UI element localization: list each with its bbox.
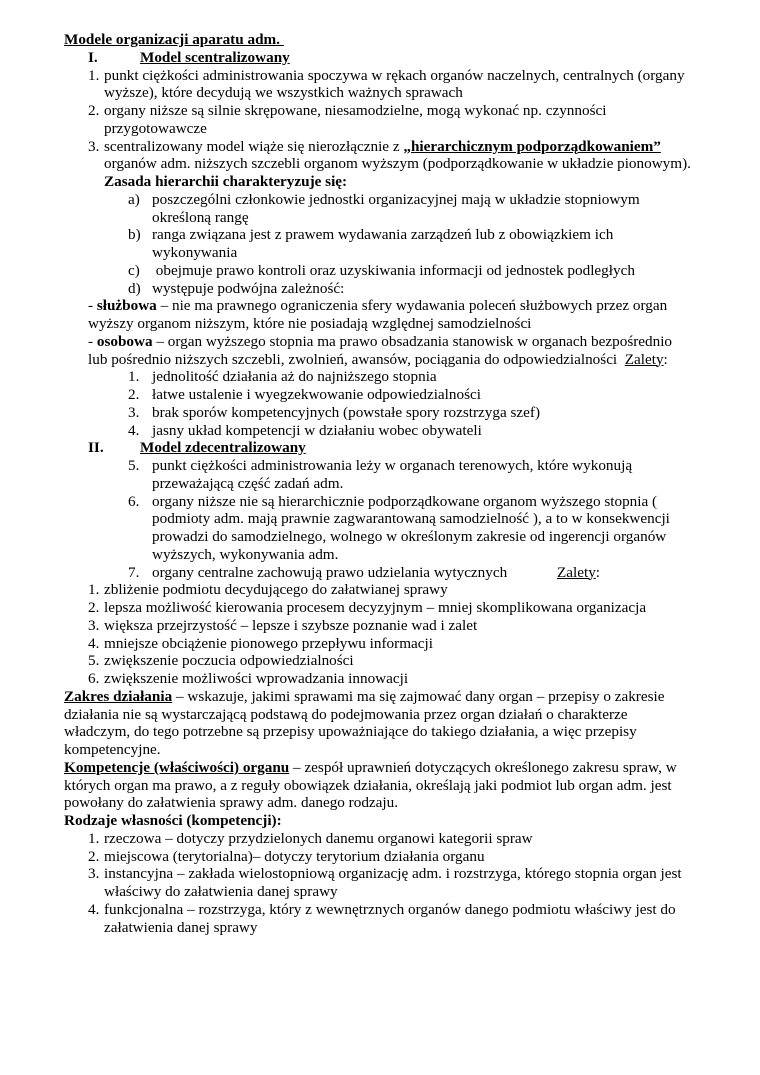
text-run: zwiększenie możliwości wprowadzania innowacji: [104, 670, 409, 687]
text-run: łatwe ustalenie i wyegzekwowanie odpowiedzialności: [152, 386, 481, 403]
document-title: [64, 31, 694, 49]
text-run: punkt ciężkości administrowania leży w organach terenowych, które wykonują przeważającą część zadań adm.: [152, 457, 636, 492]
text-run: większa przejrzystość – lepsze i szybsze poznanie wad i zalet: [104, 616, 478, 634]
document-body: [64, 31, 694, 936]
text-run: osobowa: [96, 332, 153, 350]
list-item: [64, 422, 694, 440]
list-item: [64, 67, 694, 103]
section-heading: [64, 439, 694, 457]
text-run: Zalety: [624, 350, 664, 368]
list-marker: 6.: [88, 670, 100, 687]
text-run: Modele organizacji aparatu adm.: [64, 31, 284, 48]
text-run: instancyjna – zakłada wielostopniową organizację adm. i rozstrzyga, którego stopnia organ jest właściwy do załatwienia danej sprawy: [104, 865, 686, 900]
list-marker: 2.: [88, 599, 100, 616]
list-marker: 3.: [88, 865, 100, 883]
paragraph: [64, 333, 694, 369]
list-marker: 1.: [88, 66, 100, 84]
list-item: [64, 635, 694, 653]
list-marker: 2.: [88, 102, 100, 119]
list-item: [64, 280, 694, 298]
list-item: [64, 901, 694, 937]
text-run: Zalety: [557, 563, 596, 581]
list-item: [64, 457, 694, 493]
text-run: -: [88, 297, 97, 315]
list-marker: 1.: [128, 368, 140, 386]
list-marker: 3.: [88, 616, 100, 634]
list-item: [64, 564, 694, 582]
subsection-heading: [64, 173, 694, 191]
text-run: występuje podwójna zależność:: [152, 279, 345, 297]
list-item: [64, 670, 694, 688]
list-marker: 5.: [88, 652, 100, 670]
section-heading: [64, 49, 694, 67]
text-run: :: [595, 563, 601, 581]
text-run: Kompetencje (właściwości) organu: [64, 758, 290, 776]
list-item: [64, 493, 694, 564]
text-run: służbowa: [96, 297, 157, 315]
list-item: [64, 865, 694, 901]
text-run: punkt ciężkości administrowania spoczywa w rękach organów naczelnych, centralnych (organy wyższe), które decydują we wszystkich ważnych sprawach: [104, 66, 689, 102]
list-item: [64, 599, 694, 617]
list-marker: 6.: [128, 492, 140, 510]
list-item: [64, 102, 694, 138]
list-marker: 7.: [128, 563, 140, 581]
text-run: rzeczowa – dotyczy przydzielonych danemu organowi kategorii spraw: [104, 829, 533, 847]
text-run: funkcjonalna – rozstrzyga, który z wewnętrznych organów danego podmiotu właściwy jest do załatwienia danej sprawy: [104, 900, 680, 936]
paragraph: [64, 297, 694, 333]
list-marker: 4.: [88, 900, 100, 918]
text-run: organy niższe nie są hierarchicznie podporządkowane organom wyższego stopnia ( podmioty adm. mają prawnie zagwarantowaną samodzielność ), a to w konsekwencji prowadzi do samodzielnego, wolnego w określonym zakresie od ingerencji organów wyższych, wykonywania adm.: [152, 492, 674, 563]
list-marker: 2.: [128, 386, 140, 403]
text-run: scentralizowany model wiąże się nierozłącznie z: [104, 137, 404, 155]
text-run: organy centralne zachowują prawo udzielania wytycznych: [152, 563, 508, 581]
text-run: – nie ma prawnego ograniczenia sfery wydawania poleceń służbowych przez organ wyższy organom niższym, które nie posiadają względnej samodzielności: [88, 297, 671, 332]
list-marker: 1.: [88, 581, 100, 599]
text-run: jednolitość działania aż do najniższego stopnia: [152, 368, 437, 386]
list-marker: b): [128, 226, 141, 244]
list-marker: a): [128, 190, 140, 208]
list-item: [64, 138, 694, 174]
text-run: poszczególni członkowie jednostki organizacyjnej mają w układzie stopniowym określoną rangę: [152, 190, 644, 226]
text-run: zbliżenie podmiotu decydującego do załatwianej sprawy: [104, 581, 448, 599]
list-item: [64, 226, 694, 262]
text-run: obejmuje prawo kontroli oraz uzyskiwania informacji od jednostek podległych: [152, 261, 635, 279]
list-marker: 3.: [88, 137, 100, 155]
list-marker: 4.: [88, 634, 100, 652]
text-run: ranga związana jest z prawem wydawania zarządzeń lub z obowiązkiem ich wykonywania: [152, 226, 618, 261]
text-run: – zespół uprawnień dotyczących określonego zakresu spraw, w których organ ma prawo, a z reguły obowiązek działania, określają jaki podmiot lub organ adm. jest powołany do załatwienia sprawy adm. danego rodzaju.: [64, 758, 681, 812]
text-run: Zasada hierarchii charakteryzuje się:: [104, 173, 348, 190]
text-run: organy niższe są silnie skrępowane, niesamodzielne, mogą wykonać np. czynności przygotowawcze: [104, 102, 611, 137]
text-run: – organ wyższego stopnia ma prawo obsadzania stanowisk w organach bezpośrednio lub pośrednio niższych szczebli, zwolnień, awansów, pociągania do odpowiedzialności: [88, 332, 676, 368]
list-item: [64, 848, 694, 866]
list-marker: 3.: [128, 403, 140, 421]
text-run: „hierarchicznym podporządkowaniem”: [403, 137, 661, 155]
list-item: [64, 581, 694, 599]
list-item: [64, 386, 694, 404]
paragraph: [64, 759, 694, 812]
list-marker: c): [128, 261, 140, 279]
text-run: [507, 564, 557, 581]
text-run: miejscowa (terytorialna)– dotyczy terytorium działania organu: [104, 847, 485, 865]
text-run: jasny układ kompetencji w działaniu wobec obywateli: [152, 421, 482, 439]
text-run: :: [663, 350, 668, 368]
subsection-heading: [64, 812, 694, 830]
text-run: Rodzaje własności (kompetencji):: [64, 812, 282, 829]
list-marker: 5.: [128, 457, 140, 474]
text-run: Zakres działania: [64, 687, 173, 705]
list-marker: II.: [88, 439, 104, 457]
list-item: [64, 404, 694, 422]
list-marker: 4.: [128, 421, 140, 439]
text-run: Model scentralizowany: [140, 48, 290, 66]
text-run: lepsza możliwość kierowania procesem decyzyjnym – mniej skomplikowana organizacja: [104, 599, 647, 616]
text-run: mniejsze obciążenie pionowego przepływu informacji: [104, 634, 433, 652]
list-marker: I.: [88, 48, 98, 66]
text-run: Model zdecentralizowany: [140, 439, 306, 457]
list-item: [64, 830, 694, 848]
text-run: – wskazuje, jakimi sprawami ma się zajmować dany organ – przepisy o zakresie działania nie są wystarczającą podstawą do podejmowania przez organ działań o charakterze władczym, do tego potrzebne są przepisy upoważniające do takiego działania, a więc przepisy kompetencyjne.: [64, 687, 669, 758]
text-run: -: [88, 332, 97, 350]
text-run: brak sporów kompetencyjnych (powstałe spory rozstrzyga szef): [152, 403, 541, 421]
text-run: organów adm. niższych szczebli organom wyższym (podporządkowanie w układzie pionowym).: [104, 137, 691, 173]
list-marker: 1.: [88, 829, 100, 847]
list-item: [64, 617, 694, 635]
list-item: [64, 262, 694, 280]
text-run: zwiększenie poczucia odpowiedzialności: [104, 652, 354, 670]
list-marker: 2.: [88, 847, 100, 865]
list-item: [64, 652, 694, 670]
paragraph: [64, 688, 694, 759]
list-item: [64, 368, 694, 386]
list-item: [64, 191, 694, 227]
list-marker: d): [128, 279, 141, 297]
